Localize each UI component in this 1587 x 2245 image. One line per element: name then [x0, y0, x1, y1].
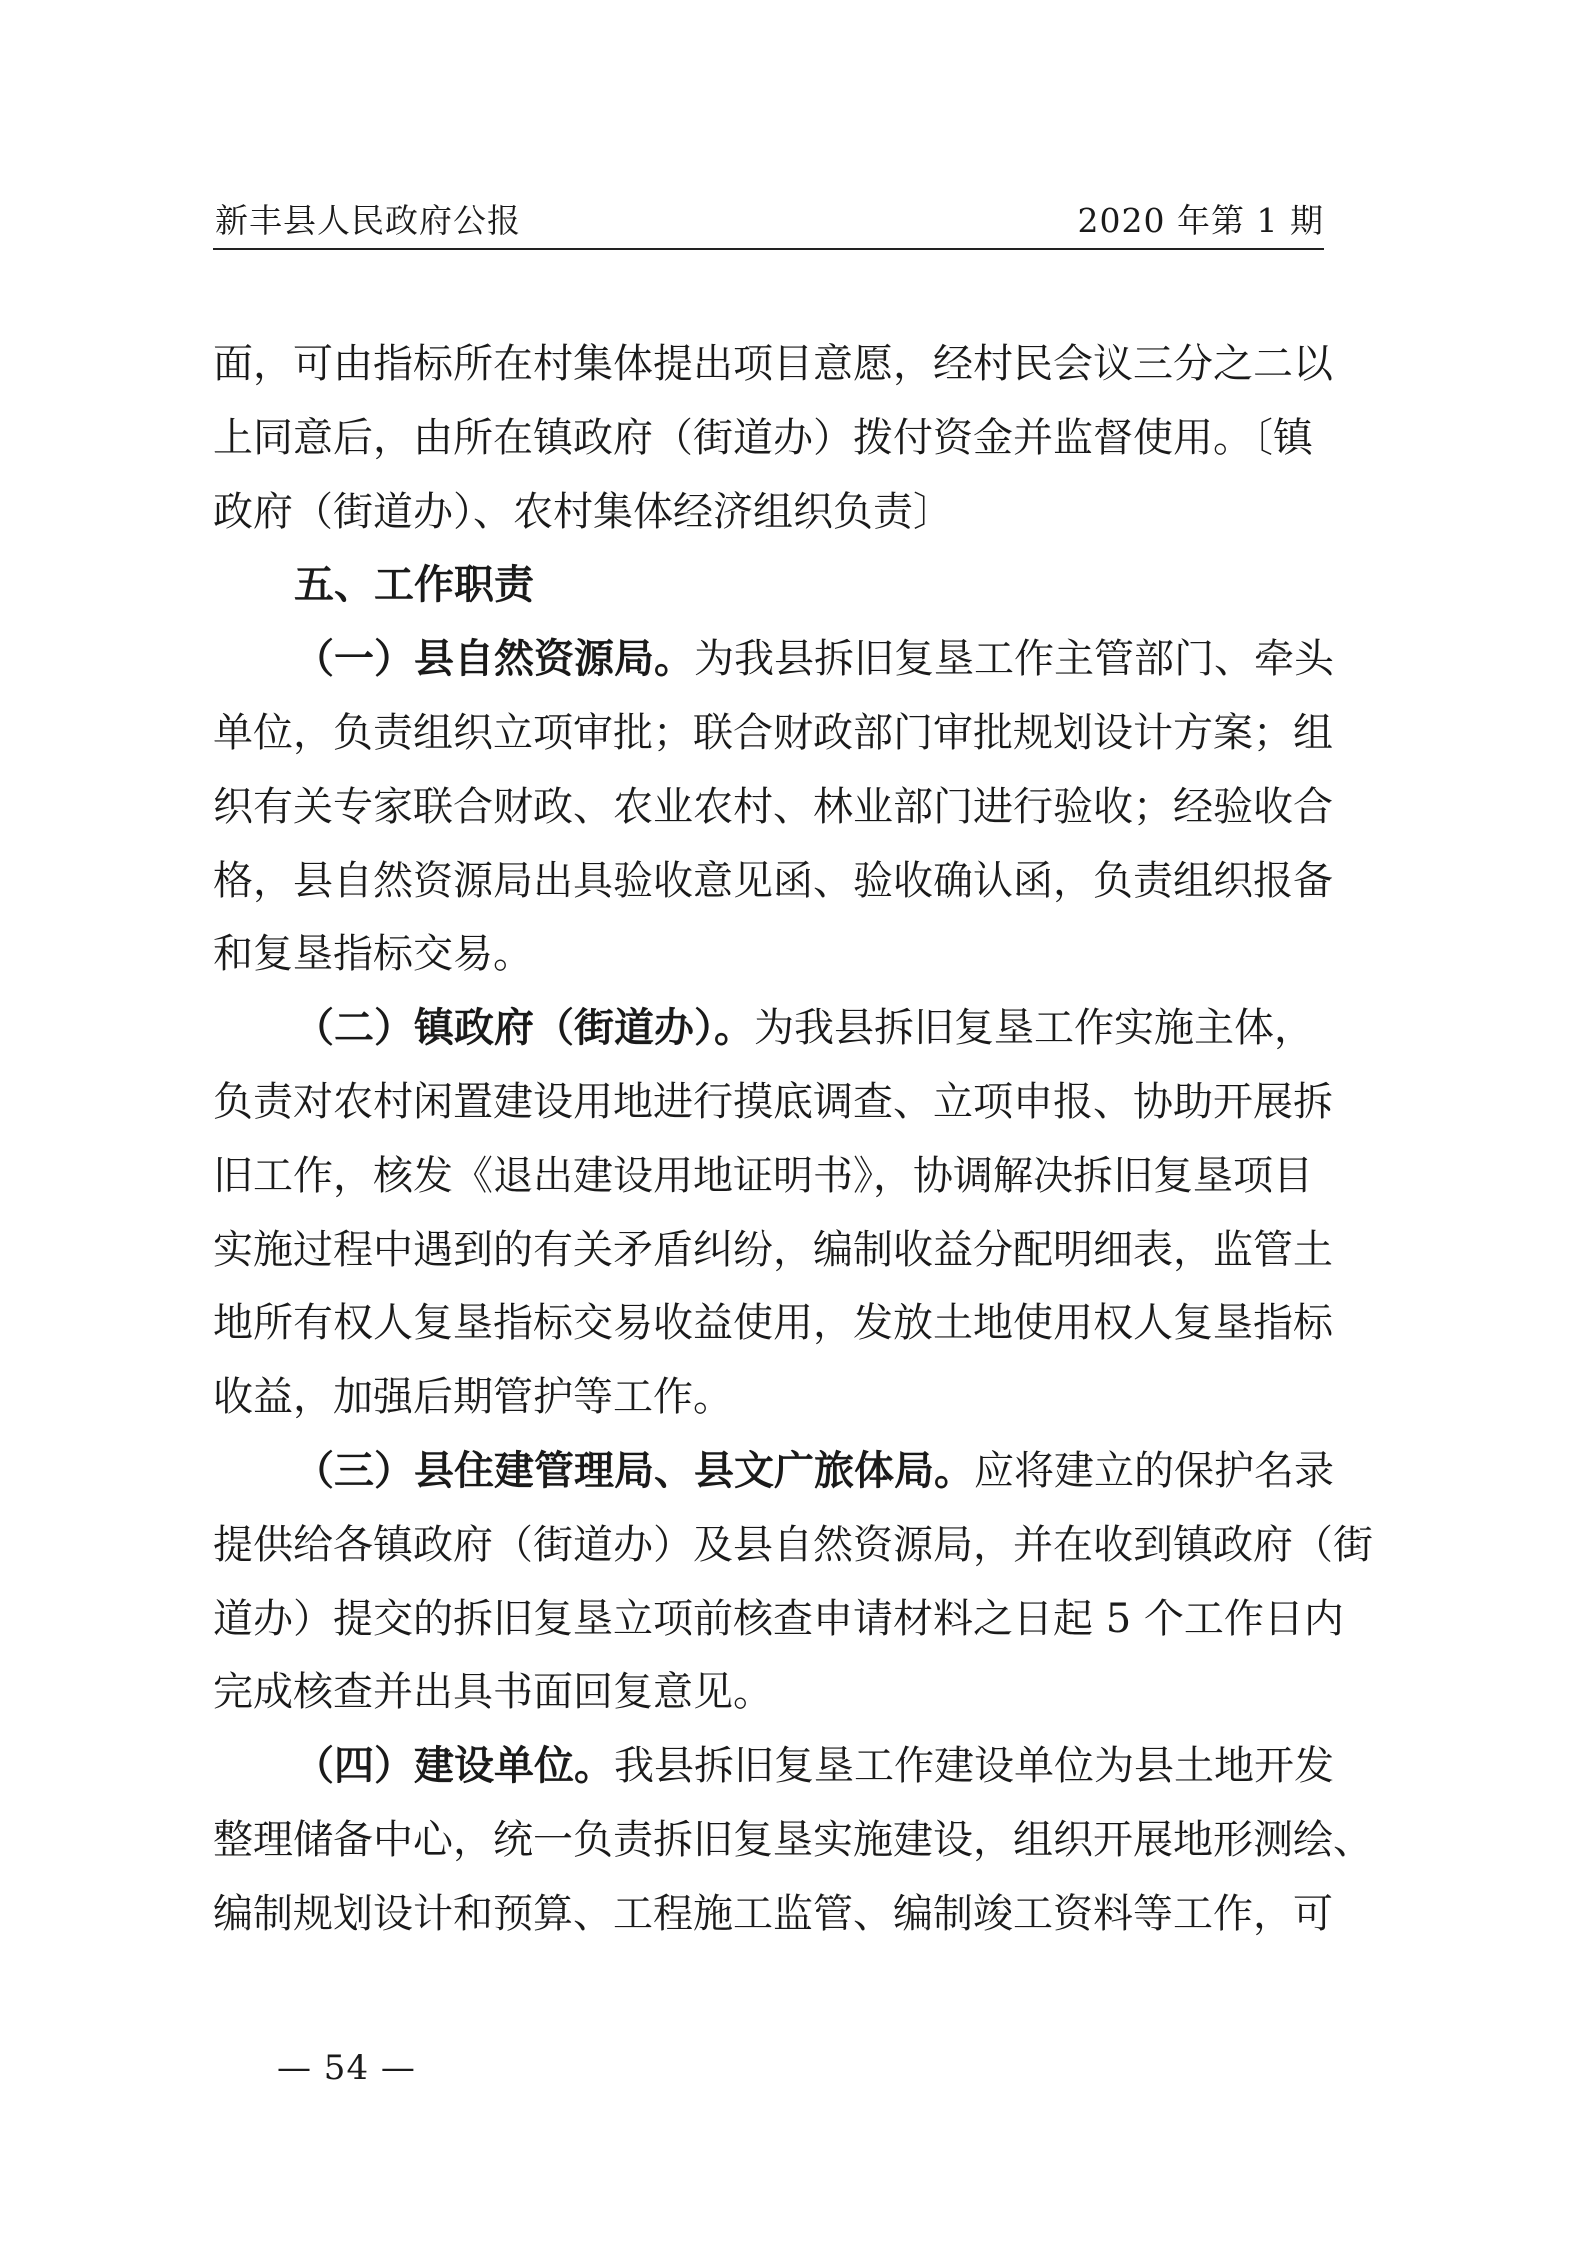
body-text-line: 编制规划设计和预算、工程施工监管、编制竣工资料等工作，可	[213, 1890, 1333, 1937]
body-text-line: 整理储备中心，统一负责拆旧复垦实施建设，组织开展地形测绘、	[213, 1816, 1373, 1863]
subsection-paragraph-start	[213, 992, 1393, 1066]
subsection-title: （一）县自然资源局。	[294, 636, 694, 683]
subsection-title: （二）镇政府（街道办）。	[294, 1005, 754, 1052]
body-text-segment: 应将建立的保护名录	[974, 1447, 1334, 1494]
publication-title: 新丰县人民政府公报	[215, 201, 521, 240]
body-text-line: 政府（街道办）、农村集体经济组织负责〕	[213, 488, 953, 535]
subsection-paragraph-start	[213, 1730, 1393, 1804]
section-heading: 五、工作职责	[294, 562, 534, 609]
body-text-line: 格，县自然资源局出具验收意见函、验收确认函，负责组织报备	[213, 857, 1333, 904]
page-number: — 54 —	[277, 2048, 416, 2088]
body-text-line: 单位，负责组织立项审批；联合财政部门审批规划设计方案；组	[213, 709, 1333, 756]
subsection-paragraph-start	[213, 623, 1393, 697]
body-text-segment: 我县拆旧复垦工作建设单位为县土地开发	[614, 1743, 1334, 1790]
body-text-line: 织有关专家联合财政、农业农村、林业部门进行验收；经验收合	[213, 783, 1333, 830]
body-text-segment: 为我县拆旧复垦工作实施主体，	[754, 1005, 1314, 1052]
body-text-line: 道办）提交的拆旧复垦立项前核查申请材料之日起 5 个工作日内	[213, 1595, 1344, 1642]
body-text-line: 实施过程中遇到的有关矛盾纠纷，编制收益分配明细表，监管土	[213, 1226, 1333, 1273]
issue-label: 2020 年第 1 期	[1077, 201, 1324, 240]
body-text-line: 上同意后，由所在镇政府（街道办）拨付资金并监督使用。〔镇	[213, 414, 1313, 461]
body-text-line: 完成核查并出具书面回复意见。	[213, 1669, 773, 1716]
document-body	[213, 328, 1393, 1952]
subsection-title: （三）县住建管理局、县文广旅体局。	[294, 1447, 974, 1494]
body-text-line: 负责对农村闲置建设用地进行摸底调查、立项申报、协助开展拆	[213, 1078, 1333, 1125]
subsection-paragraph-start	[213, 1435, 1393, 1509]
body-text-line: 提供给各镇政府（街道办）及县自然资源局，并在收到镇政府（街	[213, 1521, 1373, 1568]
body-text-line: 面，可由指标所在村集体提出项目意愿，经村民会议三分之二以	[213, 341, 1333, 387]
subsection-title: （四）建设单位。	[294, 1743, 614, 1790]
body-text-line: 地所有权人复垦指标交易收益使用，发放土地使用权人复垦指标	[213, 1300, 1333, 1347]
body-text-line: 收益，加强后期管护等工作。	[213, 1374, 733, 1421]
page-header	[213, 196, 1324, 250]
body-text-segment: 为我县拆旧复垦工作主管部门、牵头	[694, 636, 1334, 683]
body-text-line: 和复垦指标交易。	[213, 931, 533, 978]
body-text-line: 旧工作，核发《退出建设用地证明书》，协调解决拆旧复垦项目	[213, 1152, 1313, 1199]
